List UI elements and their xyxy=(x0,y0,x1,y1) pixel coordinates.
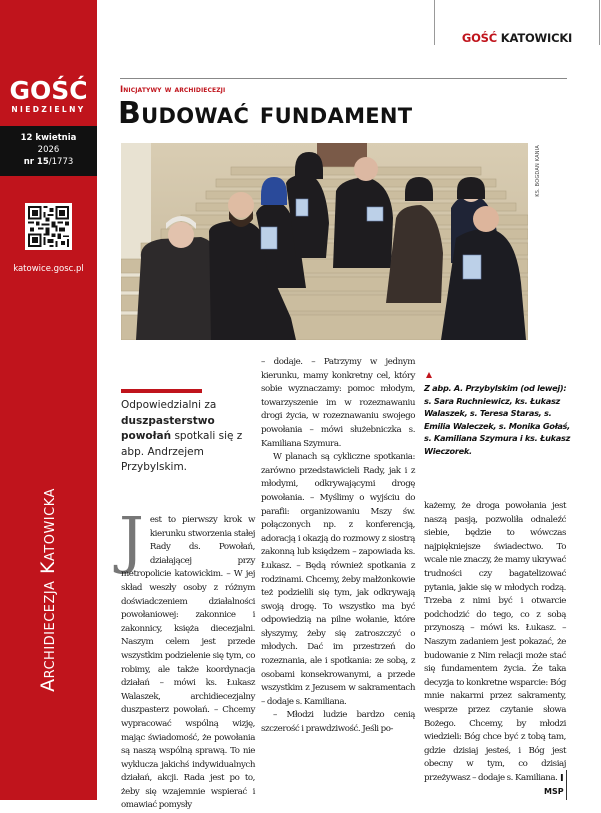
issue-year: 2026 xyxy=(37,145,60,155)
author-signature: MSP xyxy=(544,787,564,796)
page-number: I xyxy=(560,773,564,784)
gosc-niedzielny-logo xyxy=(0,78,97,115)
diocese-vertical-label: Archidiecezja Katowicka xyxy=(37,488,59,692)
page-number-rule xyxy=(566,770,567,800)
article-paragraph: – dodaje. – Patrzymy w jednym kierunku, mamy konkretny cel, który sobie wyznaczamy: pomoc młodym, towarzyszenie im w rozeznawaniu drogi życia, w rozeznawaniu swojego powołania – mówi służebniczka s. Kamiliana Szymura. xyxy=(261,357,415,449)
photo-caption: Z abp. A. Przybylskim (od lewej): s. Sara Ruchniewicz, ks. Łukasz Walaszek, s. Teresa Staras, s. Emilia Waleczek, s. Monika Gołaś, s. Kamiliana Szymura i ks. Łukasz Wieczorek. xyxy=(424,383,571,456)
article-photo xyxy=(121,143,528,340)
issue-date: 12 kwietnia xyxy=(20,133,77,143)
issue-number xyxy=(0,156,97,168)
logo-sub-text: NIEDZIELNY xyxy=(11,105,86,114)
article-lead xyxy=(121,398,251,476)
article-paragraph: W planach są cykliczne spotkania: zarówno przedstawicieli Rady, jak i z młodymi, odkrywającymi drogę powołania. – Myślimy o wyjściu do parafii: organizowaniu Mszy św. połączonych np. z konferencją, adoracją i okazją do rozmowy z siostrą zakonną lub księdzem – zapowiada ks. Łukasz. – Będą również spotkania z rodzinami. Chcemy, żeby małżonkowie też podzielili się tym, jak odkrywają swoją drogę. To wszystko ma być odpowiedzią na pilne wołanie, które słyszymy, żeby się zatroszczyć o młodych. Dać im przestrzeń do rozeznania, ale i spotkania: ze sobą, z osobami konsekrowanymi, a przede wszystkim z Jezusem w sakramentach – dodaje s. Kamiliana. xyxy=(261,452,415,707)
article-paragraph: est to pierwszy krok w kierunku stworzenia stałej Rady ds. Powołań, działającej przy metropolicie katowickim. – W jej skład weszły osoby z różnym doświadczeniem działalności powołaniowej: zakonnice i zakonnicy, księża diecezjalni. Naszym celem jest przede wszystkim podzielenie się tym, co robimy, ale także koordynacja działań – mówi ks. Łukasz Walaszek, archidiecezjalny duszpasterz powołań. – Chcemy wypracować wspólną wizję, mając świadomość, że powołania są naszą wspólną sprawą. To nie wyklucza jakichś indywidualnych działań, akcji. Rada jest po to, żeby się wzajemnie wspierać i omawiać pomysły xyxy=(121,515,255,811)
section-brand-box xyxy=(434,0,600,45)
article-paragraph: – Młodzi ludzie bardzo cenią szczerość i prawdziwość. Jeśli po- xyxy=(261,710,415,735)
photo-credit: KS. BOGDAN KANIA xyxy=(535,145,541,197)
caption-arrow-icon xyxy=(426,372,432,378)
qr-code-icon xyxy=(28,206,69,247)
site-url-link[interactable]: katowice.gosc.pl xyxy=(13,264,84,274)
drop-cap: J xyxy=(119,503,144,576)
qr-code[interactable] xyxy=(25,203,72,250)
lead-accent-bar xyxy=(121,389,202,393)
article-column-2 xyxy=(261,356,415,737)
lead-text-1: Odpowiedzialni za xyxy=(121,399,217,411)
article-paragraph: każemy, że droga powołania jest naszą pasją, pozwoliła odnaleźć siebie, będzie to wówczas najpiękniejsze świadectwo. To wcale nie znaczy, że mamy ukrywać trudności czy bagatelizować pytania, jakie się w młodych rodzą. Trzeba z nimi być i otwarcie podchodzić do tego, co z sobą przynoszą – mówi ks. Łukasz. – Naszym zadaniem jest pokazać, że budowanie z Nim relacji może stać się fundamentem życia. Że taka decyzja to konkretne wsparcie: Bóg mnie nakarmi przez sakramenty, wesprze przez czytanie słowa Bożego. Chcemy, by młodzi wiedzieli: Bóg chce być z tobą tam, gdzie dzisiaj jesteś, i Bóg jest obecny w tym, co dzisiaj przeżywasz – dodaje s. Kamiliana. xyxy=(424,501,566,783)
group-photo-image xyxy=(121,143,528,340)
lead-text-2: spotkali się z abp. Andrzejem Przybylskim. xyxy=(121,430,243,473)
brand-red-text: GOŚĆ xyxy=(461,31,497,45)
issue-number-current: nr 15 xyxy=(23,157,49,167)
article-headline: Budować fundament xyxy=(118,96,413,131)
article-column-3 xyxy=(424,500,566,785)
logo-main-text: GOŚĆ xyxy=(9,76,88,105)
article-column-1 xyxy=(119,503,255,813)
section-brand xyxy=(435,31,599,45)
lead-text-bold: duszpasterstwo powołań xyxy=(121,414,215,442)
brand-black-text: KATOWICKI xyxy=(500,31,573,45)
section-kicker: Inicjatywy w archidiecezji xyxy=(120,85,226,95)
top-divider xyxy=(120,78,567,79)
issue-number-total: /1773 xyxy=(48,157,74,167)
red-sidebar xyxy=(0,0,97,800)
issue-info xyxy=(0,126,97,176)
